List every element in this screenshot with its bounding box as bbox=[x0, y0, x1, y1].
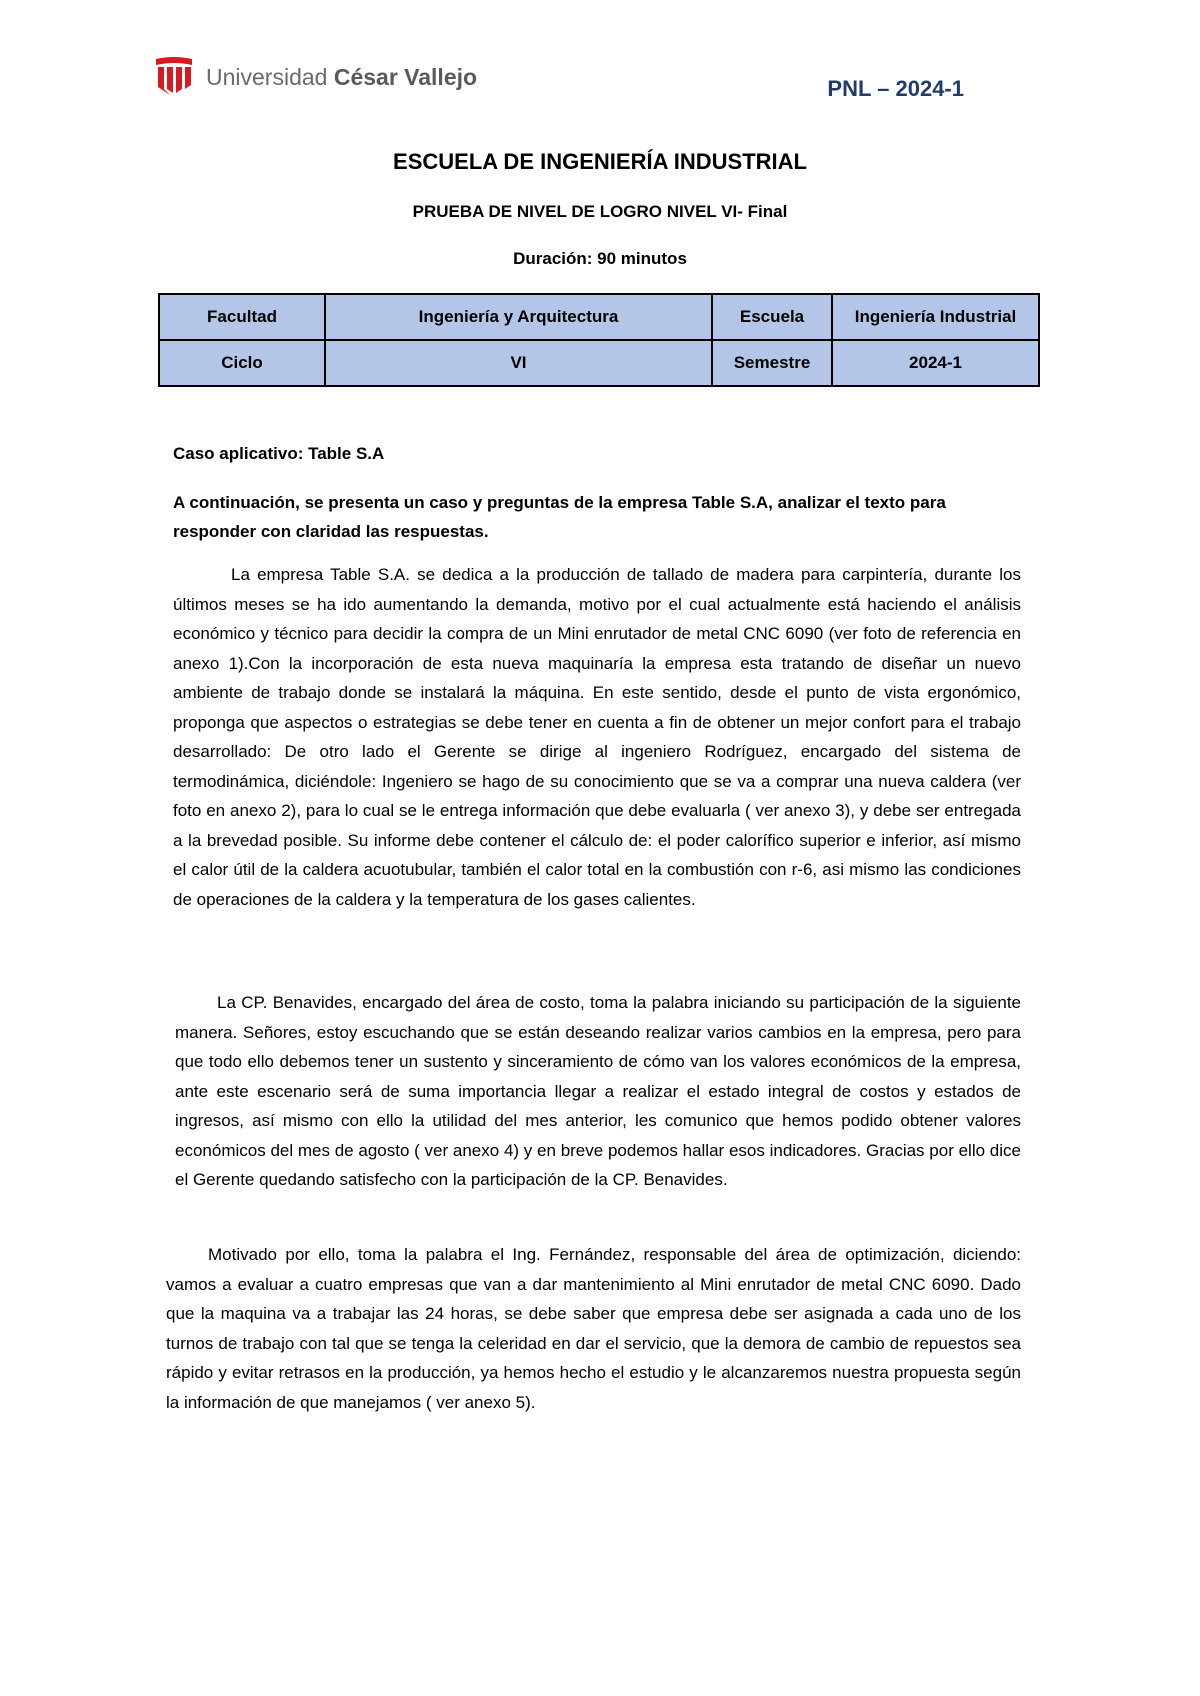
table-cell-value: Ingeniería y Arquitectura bbox=[325, 294, 712, 340]
case-intro: A continuación, se presenta un caso y preguntas de la empresa Table S.A, analizar el texto para responder con claridad las respuestas. bbox=[173, 493, 946, 541]
case-title: Caso aplicativo: Table S.A bbox=[173, 444, 385, 463]
info-table bbox=[158, 293, 1040, 387]
table-row bbox=[159, 294, 1039, 340]
school-title: ESCUELA DE INGENIERÍA INDUSTRIAL bbox=[393, 149, 807, 174]
exam-code: PNL – 2024-1 bbox=[827, 76, 964, 101]
duration: Duración: 90 minutos bbox=[513, 249, 687, 268]
table-cell-label: Escuela bbox=[712, 294, 832, 340]
university-name-bold: César Vallejo bbox=[333, 63, 478, 90]
case-paragraph-1: La empresa Table S.A. se dedica a la producción de tallado de madera para carpintería, durante los últimos meses se ha ido aumentando la demanda, motivo por el cual actualmente está haciendo el análisis económico y técnico para decidir la compra de un Mini enrutador de metal CNC 6090 (ver foto de referencia en anexo 1).Con la incorporación de esta nueva maquinaría la empresa esta tratando de diseñar un nuevo ambiente de trabajo donde se instalará la máquina. En este sentido, desde el punto de vista ergonómico, proponga que aspectos o estrategias se debe tener en cuenta a fin de obtener un mejor confort para el trabajo desarrollado: De otro lado el Gerente se dirige al ingeniero Rodríguez, encargado del sistema de termodinámica, diciéndole: Ingeniero se hago de su conocimiento que se va a comprar una nueva caldera (ver foto en anexo 2), para lo cual se le entrega información que debe evaluarla ( ver anexo 3), y debe ser entregada a la brevedad posible. Su informe debe contener el cálculo de: el poder calorífico superior e inferior, así mismo el calor útil de la caldera acuotubular, también el calor total en la combustión con r-6, asi mismo las condiciones de operaciones de la caldera y la temperatura de los gases calientes. bbox=[173, 565, 1021, 909]
table-cell-label: Ciclo bbox=[159, 340, 325, 386]
table-cell-label: Facultad bbox=[159, 294, 325, 340]
university-shield-icon bbox=[154, 55, 194, 99]
case-paragraph-3: Motivado por ello, toma la palabra el Ing. Fernández, responsable del área de optimización, diciendo: vamos a evaluar a cuatro empresas que van a dar mantenimiento al Mini enrutador de metal CNC 6090. Dado que la maquina va a trabajar las 24 horas, se debe saber que empresa debe ser asignada a cada uno de los turnos de trabajo con tal que se tenga la celeridad en dar el servicio, que la demora de cambio de repuestos sea rápido y evitar retrasos en la producción, ya hemos hecho el estudio y le alcanzaremos nuestra propuesta según la información de que manejamos ( ver anexo 5). bbox=[166, 1245, 1021, 1412]
test-title: PRUEBA DE NIVEL DE LOGRO NIVEL VI- Final bbox=[412, 202, 788, 221]
case-paragraph-2: La CP. Benavides, encargado del área de costo, toma la palabra iniciando su participación de la siguiente manera. Señores, estoy escuchando que se están deseando realizar varios cambios en la empresa, pero para que todo ello debemos tener un sustento y sinceramiento de cómo van los valores económicos de la empresa, ante este escenario será de suma importancia llegar a realizar el estado integral de costos y estados de ingresos, así mismo con ello la utilidad del mes anterior, les comunico que hemos podido obtener valores económicos del mes de agosto ( ver anexo 4) y en breve podemos hallar esos indicadores. Gracias por ello dice el Gerente quedando satisfecho con la participación de la CP. Benavides. bbox=[175, 993, 1021, 1189]
university-logo bbox=[154, 55, 477, 99]
table-cell-value: Ingeniería Industrial bbox=[832, 294, 1039, 340]
table-cell-label: Semestre bbox=[712, 340, 832, 386]
university-name bbox=[206, 64, 477, 91]
university-name-regular: Universidad bbox=[206, 63, 334, 90]
table-cell-value: VI bbox=[325, 340, 712, 386]
table-row bbox=[159, 340, 1039, 386]
table-cell-value: 2024-1 bbox=[832, 340, 1039, 386]
